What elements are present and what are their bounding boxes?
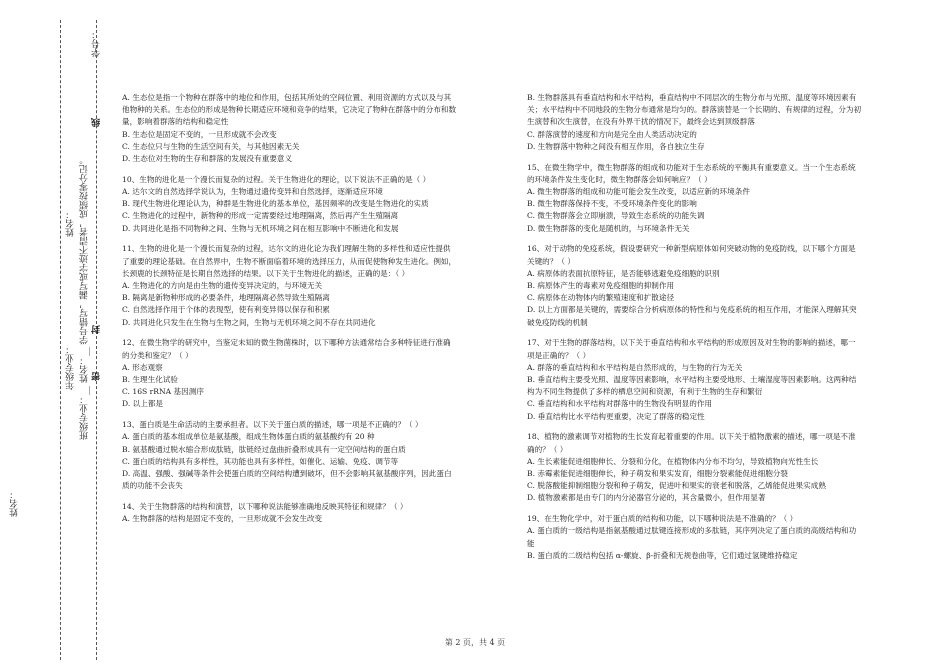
option: D. 共同进化只发生在生物与生物之间，生物与无机环境之间不存在共同进化	[122, 317, 376, 327]
option: A. 群落的垂直结构和水平结构是自然形成的，与生物的行为无关	[527, 362, 743, 372]
student-number-field: 学号：	[92, 30, 102, 57]
option: D. 植物激素都是由专门的内分泌器官分泌的，其含量微小，但作用显著	[527, 493, 766, 503]
option: C. 垂直结构和水平结构对群落中的生物没有明显的作用	[527, 399, 713, 409]
option: B. 隔离是新物种形成的必要条件，地理隔离必然导致生殖隔离	[122, 293, 330, 303]
binding-instruction: 班级专业：__ 姓名：__ 学号错写，漏写或字迹不清者，成绩按零分记。	[80, 155, 90, 440]
option: A. 生物群落的结构是固定不变的，一旦形成就不会发生改变	[122, 514, 323, 524]
binding-dashed-line-inner	[60, 20, 61, 660]
question-stem: 18、植物的激素调节对植物的生长发育起着重要的作用。以下关于植物激素的描述，哪一项是不准确的？（ ）	[527, 432, 856, 454]
question-stem: 13、蛋白质是生命活动的主要承担者。以下关于蛋白质的描述，哪一项是不正确的？（ ）	[122, 420, 423, 430]
option: A. 形态观察	[122, 362, 163, 372]
option: B. 生理生化试验	[122, 375, 178, 385]
option: B. 氨基酸通过脱水缩合形成肽链，肽链经过盘曲折叠形成具有一定空间结构的蛋白质	[122, 444, 406, 454]
question-16	[527, 243, 863, 328]
option: C. 脱落酸能抑制细胞分裂和种子萌发，促进叶和果实的衰老和脱落，乙烯能促进果实成熟	[527, 481, 826, 491]
option: A. 生物进化的方向是由生物的遗传变异决定的，与环境无关	[122, 281, 323, 291]
question-stem: 14、关于生物群落的结构和演替，以下哪种说法能够准确地反映其特征和规律？（ ）	[122, 502, 408, 512]
page-footer: 第 2 页，共 4 页	[444, 638, 506, 647]
option: D. 以上方面都是关键的，需要综合分析病原体的特性和与免疫系统的相互作用，才能深入理解其突破免疫防线的机制	[527, 305, 857, 327]
option: C. 病原体在动物体内的繁殖速度和扩散途径	[527, 293, 675, 303]
class-field: 年级专业：	[66, 345, 76, 390]
option: B. 生物群落具有垂直结构和水平结构，垂直结构中不同层次的生物分布与光照、温度等环境因素有关；水平结构中不同地段的生物分布通常是均匀的。群落演替是一个长期的、有规律的过程，分为初生演替和次生演替，在没有外界干扰的情况下，最终会达到顶级群落	[527, 93, 862, 127]
question-stem: 10、生物的进化是一个漫长而复杂的过程。关于生物进化的理论，以下说法不正确的是（ ）	[122, 174, 431, 184]
option: A. 达尔文的自然选择学说认为，生物通过遗传变异和自然选择，逐渐适应环境	[122, 187, 383, 197]
option: B. 微生物群落保持不变，不受环境条件变化的影响	[527, 199, 697, 209]
option: B. 生态位是固定不变的，一旦形成就不会改变	[122, 129, 277, 139]
option: C. 生态位只与生物的生活空间有关，与其他因素无关	[122, 141, 300, 151]
question-stem: 15、在微生物学中，微生物群落的组成和功能对于生态系统的平衡具有重要意义。当一个生态系统的环境条件发生变化时，微生物群落会如何响应？（ ）	[527, 162, 856, 184]
question-12	[122, 337, 458, 410]
question-stem: 17、对于生物的群落结构，以下关于垂直结构和水平结构的形成原因及对生物的影响的描述，哪一项是正确的？（ ）	[527, 338, 856, 360]
question-9-tail	[122, 92, 458, 165]
question-stem: 16、对于动物的免疫系统，假设要研究一种新型病原体如何突破动物的免疫防线，以下哪个方面是关键的？（ ）	[527, 244, 856, 266]
option: B. 垂直结构主要受光照、温度等因素影响，水平结构主要受地形、土壤湿度等因素影响。这两种结构为不同生物提供了多样的栖息空间和资源，有利于生物的生存和繁衍	[527, 375, 857, 397]
question-14-tail	[527, 92, 863, 153]
question-13	[122, 419, 458, 492]
option: D. 生物群落中物种之间没有相互作用，各自独立生存	[527, 141, 705, 151]
option: A. 微生物群落的组成和功能可能会发生改变，以适应新的环境条件	[527, 187, 750, 197]
option: C. 蛋白质的结构具有多样性，其功能也具有多样性，如催化、运输、免疫、调节等	[122, 456, 399, 466]
question-15	[527, 162, 863, 235]
option: A. 生长素能促进细胞伸长、分裂和分化，在植物体内分布不均匀，导致植物向光性生长	[527, 456, 819, 466]
option: D. 垂直结构比水平结构更重要，决定了群落的稳定性	[527, 411, 705, 421]
school-name-field: 姓名：	[10, 490, 20, 517]
question-11	[122, 243, 458, 328]
option: C. 自然选择作用于个体的表现型，使有利变异得以保存和积累	[122, 305, 330, 315]
name-field: 姓名：	[66, 210, 76, 237]
right-column	[527, 92, 863, 571]
option: A. 病原体的表面抗原特征，是否能够逃避免疫细胞的识别	[527, 268, 720, 278]
left-column	[122, 92, 458, 534]
question-stem: 11、生物的进化是一个漫长而复杂的过程，达尔文的进化论为我们理解生物的多样性和适应性提供了重要的理论基础。在自然界中，生物不断面临着环境的选择压力，从而促使物种发生进化。例如，长颈鹿的长颈特征是长期自然选择的结果。以下关于生物进化的描述，正确的是：（ ）	[122, 244, 457, 278]
binding-margin	[0, 0, 110, 672]
option: A. 生态位是指一个物种在群落中的地位和作用，包括其所处的空间位置、利用资源的方式以及与其他物种的关系。生态位的形成是物种长期适应环境和竞争的结果，它决定了物种在群落中的分布和数量，影响着群落的结构和稳定性	[122, 93, 457, 127]
option: B. 蛋白质的二级结构包括 α-螺旋、β-折叠和无规卷曲等，它们通过氢键维持稳定	[527, 550, 798, 560]
option: A. 蛋白质的一级结构是指氨基酸通过肽键连接形成的多肽链，其序列决定了蛋白质的高级结构和功能	[527, 526, 857, 548]
binding-marker-inside: 密	[92, 372, 102, 381]
option: D. 共同进化是指不同物种之间、生物与无机环境之间在相互影响中不断进化和发展	[122, 223, 399, 233]
option: B. 病原体产生的毒素对免疫细胞的抑制作用	[527, 281, 675, 291]
question-stem: 19、在生物化学中，对于蛋白质的结构和功能，以下哪种说法是不准确的？（ ）	[527, 514, 798, 524]
option: D. 微生物群落的变化是随机的，与环境条件无关	[527, 223, 690, 233]
question-14	[122, 501, 458, 525]
option: B. 赤霉素能促进细胞伸长，种子萌发和果实发育，细胞分裂素能促进细胞分裂	[527, 469, 788, 479]
option: C. 16S rRNA 基因测序	[122, 387, 204, 397]
option: C. 生物进化的过程中，新物种的形成一定需要经过地理隔离，然后再产生生殖隔离	[122, 211, 399, 221]
question-18	[527, 431, 863, 504]
question-10	[122, 174, 458, 235]
question-19	[527, 513, 863, 562]
option: A. 蛋白质的基本组成单位是氨基酸，组成生物体蛋白质的氨基酸约有 20 种	[122, 432, 375, 442]
option: C. 微生物群落会立即崩溃，导致生态系统的功能失调	[527, 211, 705, 221]
binding-marker-line: 线	[92, 118, 102, 127]
question-stem: 12、在微生物学的研究中，当鉴定未知的微生物菌株时，以下哪种方法通常结合多种特征进行准确的分类和鉴定？（ ）	[122, 338, 451, 360]
binding-dashed-line-outer	[96, 20, 97, 660]
binding-marker-seal: 封	[92, 325, 102, 334]
option: B. 现代生物进化理论认为，种群是生物进化的基本单位，基因频率的改变是生物进化的实质	[122, 199, 429, 209]
option: D. 高温、强酸、强碱等条件会使蛋白质的空间结构遭到破坏，但不会影响其氨基酸序列，因此蛋白质的功能不会丧失	[122, 469, 452, 491]
question-17	[527, 337, 863, 422]
option: D. 生态位对生物的生存和群落的发展没有重要意义	[122, 154, 293, 164]
option: D. 以上都是	[122, 399, 164, 409]
option: C. 群落演替的速度和方向是完全由人类活动决定的	[527, 129, 697, 139]
